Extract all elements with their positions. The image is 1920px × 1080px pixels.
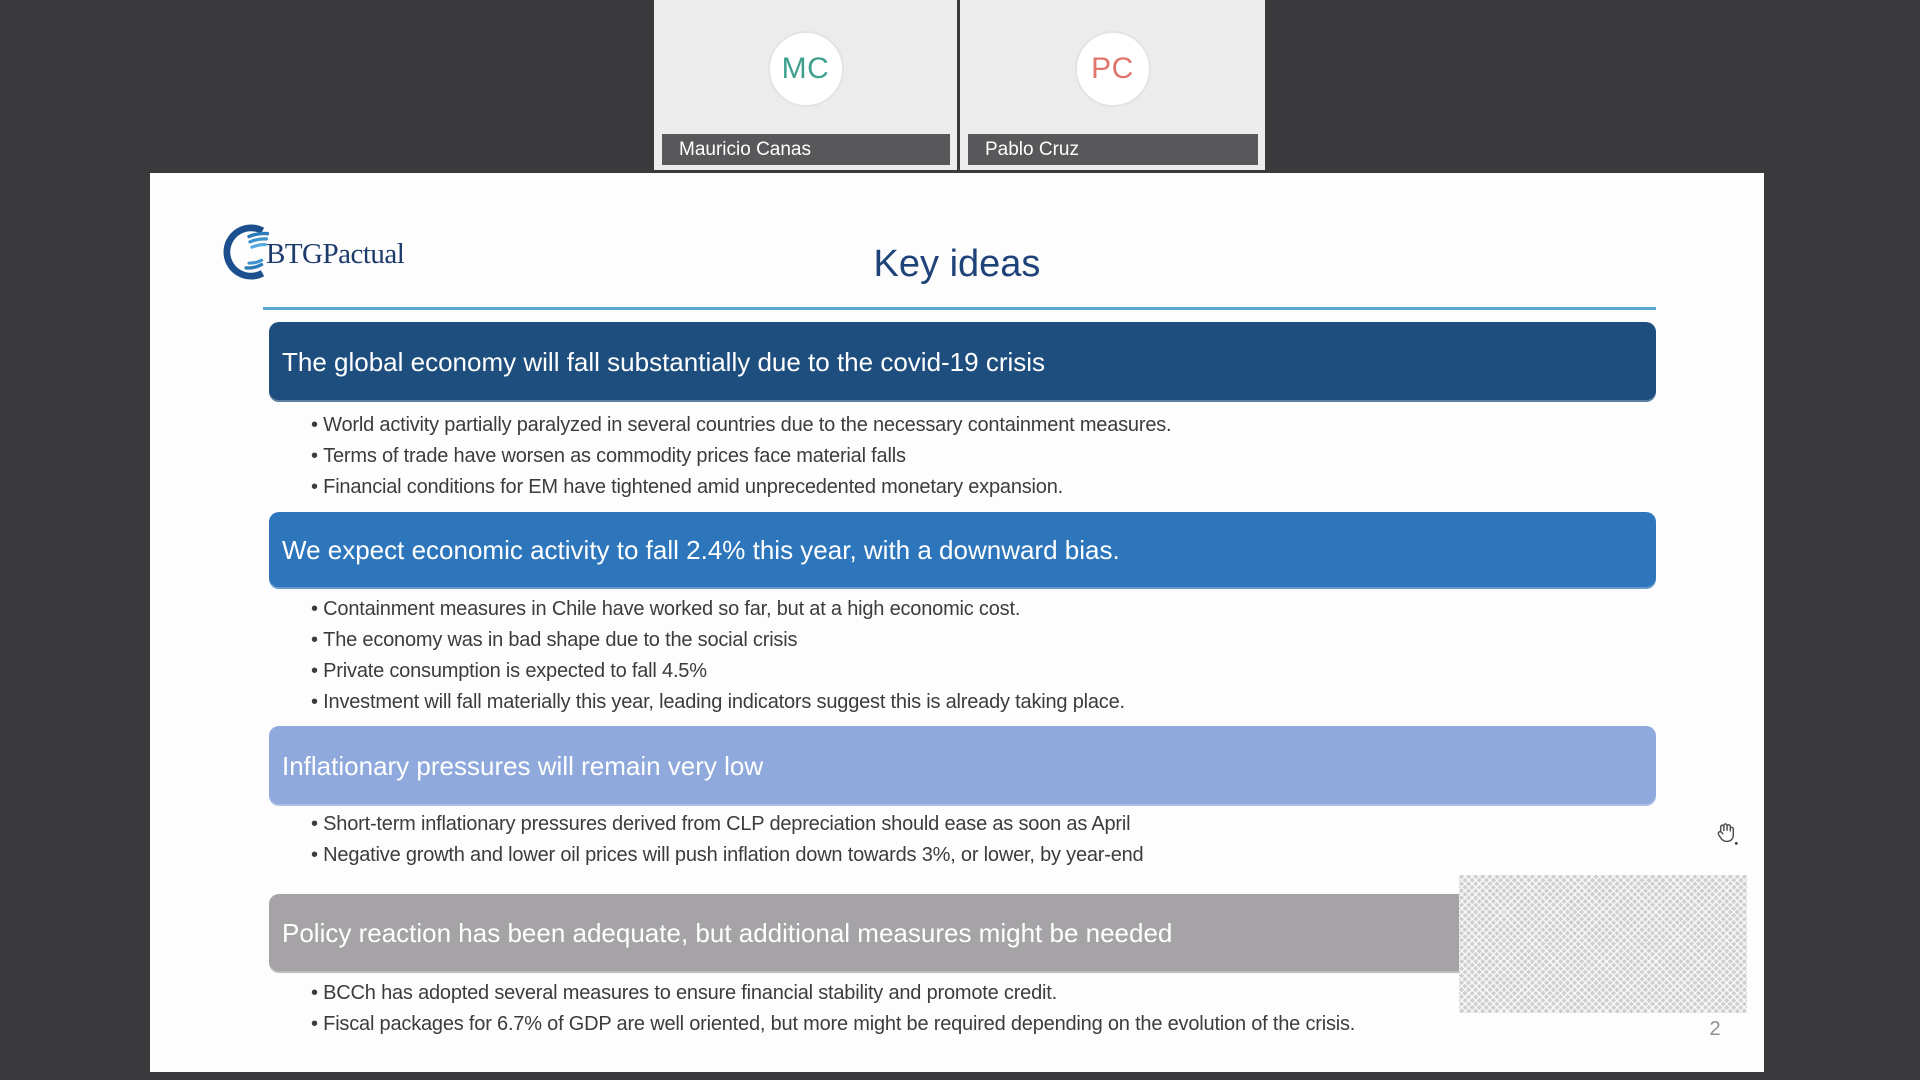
- section-heading: Inflationary pressures will remain very low: [282, 750, 764, 781]
- bullet-item: • The economy was in bad shape due to the social crisis: [311, 625, 1125, 656]
- avatar: [1075, 31, 1151, 107]
- section-banner-4: [269, 894, 1656, 973]
- section-heading: Policy reaction has been adequate, but additional measures might be needed: [282, 918, 1173, 948]
- bullet-item: • World activity partially paralyzed in several countries due to the necessary containment measures.: [311, 410, 1171, 441]
- participant-name: Mauricio Canas: [662, 134, 950, 165]
- page-number: 2: [1709, 1018, 1721, 1040]
- section-bullets-2: [311, 594, 1125, 718]
- participant-name: Pablo Cruz: [968, 134, 1258, 165]
- section-bullets-3: [311, 809, 1143, 871]
- bullet-item: • BCCh has adopted several measures to ensure financial stability and promote credit.: [311, 978, 1355, 1009]
- bullet-item: • Negative growth and lower oil prices will push inflation down towards 3%, or lower, by year-end: [311, 840, 1143, 871]
- section-heading: The global economy will fall substantially due to the covid-19 crisis: [282, 346, 1046, 377]
- bullet-item: • Financial conditions for EM have tightened amid unprecedented monetary expansion.: [311, 472, 1171, 503]
- participant-tile-mauricio[interactable]: [654, 0, 957, 170]
- bullet-item: • Short-term inflationary pressures derived from CLP depreciation should ease as soon as April: [311, 809, 1143, 840]
- avatar: [768, 31, 844, 107]
- bullet-item: • Private consumption is expected to fall 4.5%: [311, 656, 1125, 687]
- btg-logo: [220, 223, 404, 286]
- avatar-initials: MC: [781, 52, 830, 85]
- slide-title: Key ideas: [873, 243, 1041, 285]
- section-bullets-4: [311, 978, 1355, 1040]
- logo-wordmark: BTGPactual: [266, 238, 405, 270]
- shared-slide: [150, 173, 1764, 1072]
- bullet-item: • Fiscal packages for 6.7% of GDP are well oriented, but more might be required depending on the evolution of the crisis.: [311, 1009, 1355, 1040]
- section-banner-2: [269, 512, 1656, 589]
- section-bullets-1: [311, 410, 1171, 503]
- section-banner-1: [269, 322, 1656, 402]
- redaction-checker-overlay: [1459, 875, 1747, 1013]
- bullet-item: • Containment measures in Chile have worked so far, but at a high economic cost.: [311, 594, 1125, 625]
- section-heading: We expect economic activity to fall 2.4% this year, with a downward bias.: [282, 535, 1120, 565]
- title-underline: [263, 307, 1656, 310]
- bullet-item: • Investment will fall materially this year, leading indicators suggest this is already taking place.: [311, 687, 1125, 718]
- grab-hand-cursor-icon: [1711, 817, 1741, 847]
- bullet-item: • Terms of trade have worsen as commodity prices face material falls: [311, 441, 1171, 472]
- section-banner-3: [269, 726, 1656, 806]
- avatar-initials: PC: [1091, 52, 1134, 85]
- participant-tile-pablo[interactable]: [960, 0, 1265, 170]
